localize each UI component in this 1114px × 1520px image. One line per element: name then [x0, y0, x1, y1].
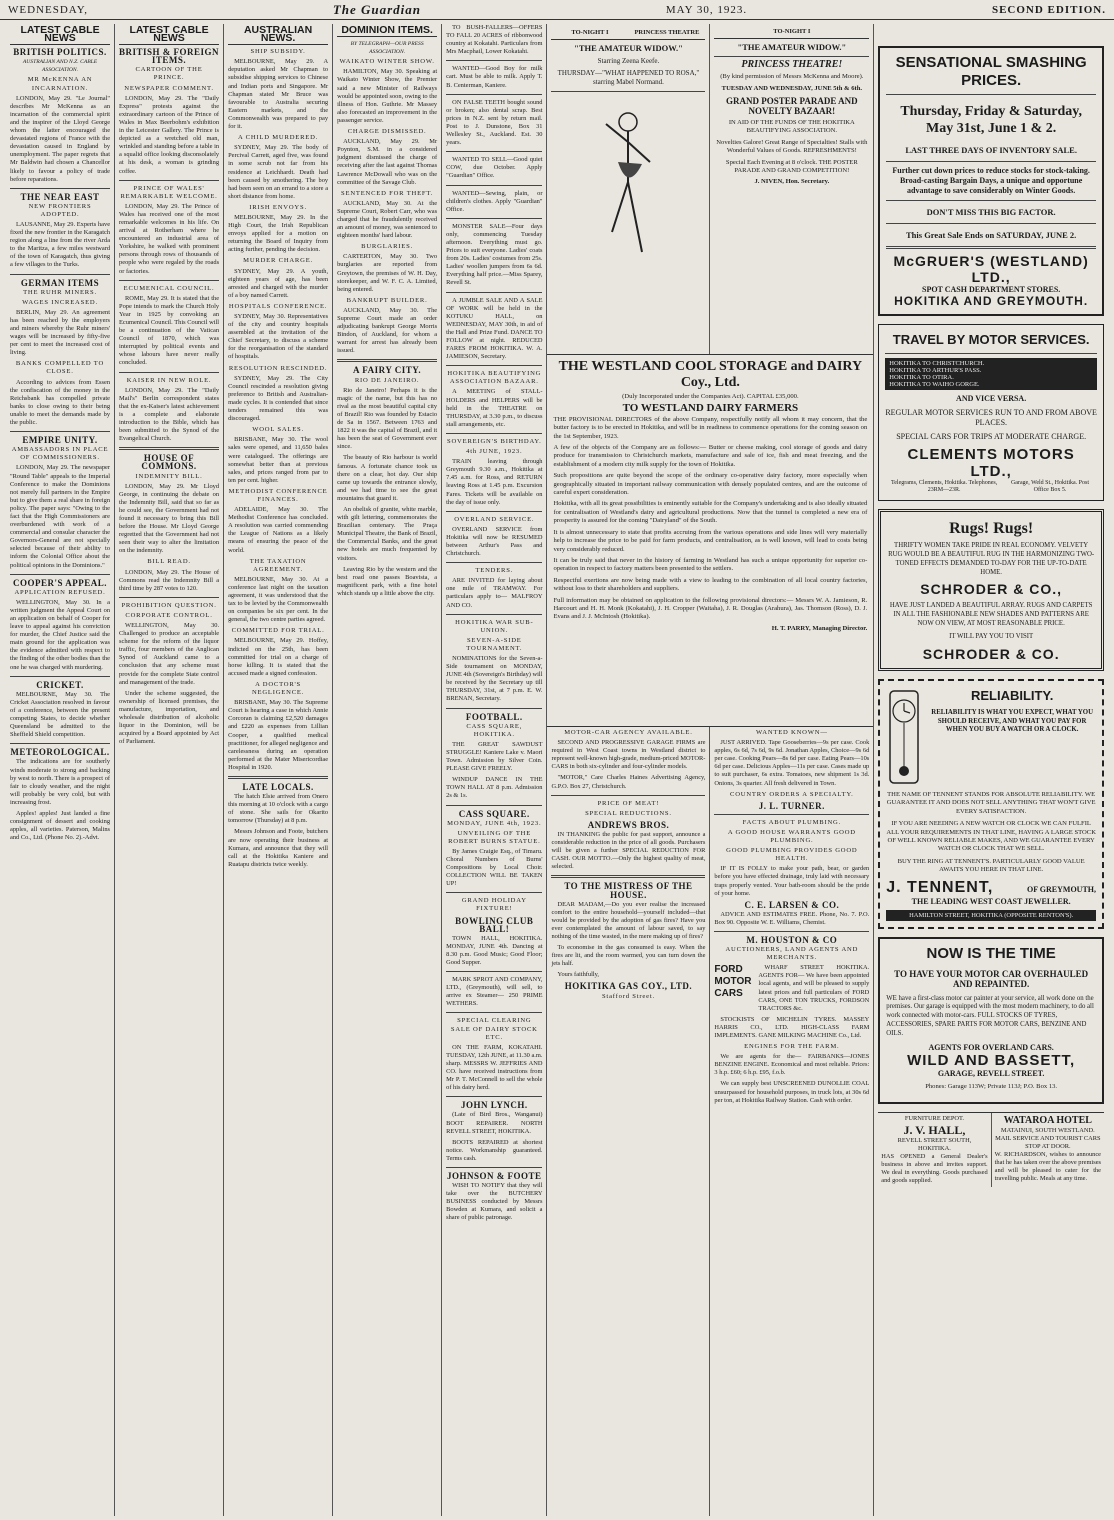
now-agents: AGENTS FOR OVERLAND CARS.	[928, 1042, 1054, 1052]
article: SYDNEY, May 29. The body of Percival Carrett, aged five, was found in some scrub not far from his residence at Leichhardt. Death had been caused by smothering. The boy had been seen on an errand to a store a short distance from home.	[228, 144, 329, 200]
furniture-ad	[878, 1113, 991, 1187]
article: LAUSANNE, May 29. Experts have fixed the new frontier in the Karagatch region along a line from the river Arda to the Maritza, a few miles westward of the town of Karagatch, thus giving a few villages to the Turks.	[10, 220, 111, 269]
dairy-paragraph: Hokitika, with all its great possibilities is eminently suitable for the Company's undertaking and is also ideally situated for centralisation of Westland's dairy and agricultural productions. Now that the tunnel is completed a new era of prosperity is assured for the coming "Dairyland" of the South.	[553, 500, 868, 525]
subhead: IRISH ENVOYS.	[249, 203, 307, 211]
masthead-date: MAY 30, 1923.	[665, 3, 748, 16]
section-title: HOUSE OF COMMONS.	[141, 453, 197, 472]
now-title: NOW IS THE TIME	[926, 944, 1056, 962]
article: LONDON, May 29. The newspaper "Round Table" appeals to the Imperial Conference to make the Dominions not merely full partners in the Empire but to give them a real share in foreign policy. The paper says: "Owing to the fact that the High Commissioners are overburdened with work of a commercial and consular character the Governors-General are not specially selected because of their ability to inform the Colonial Office about the political opinions in the Dominions."	[10, 464, 111, 569]
section-title: BRITISH & FOREIGN ITEMS.	[119, 47, 220, 66]
subhead: RIO DE JANEIRO.	[354, 376, 420, 384]
wild-phone: Phones: Garage 113W; Private 113J; P.O. Box 13.	[925, 1082, 1058, 1090]
bazaar-evening: Special Each Evening at 8 o'clock. THE POSTER PARADE AND GRAND COMPETITION!	[725, 158, 858, 175]
article: Under the scheme suggested, the ownership of licensed premises, the manufacture, importation, and wholesale distribution of alcoholic liquor in the Dominion, will be acquired by a Board appointed by Act of Parliament.	[119, 689, 220, 746]
route-item: HOKITIKA TO WAIHO GORGE.	[889, 381, 980, 388]
column-motor-gas	[547, 727, 710, 1516]
article: The beauty of Rio harbour is world famous. A fortunate chance took us there on a clear, hot day. Our ship came up towards the entrance slowly, and we had time to see the great mountains that guard it.	[337, 454, 438, 502]
clements-motors-ad	[878, 324, 1104, 501]
classified-ad: NOMINATIONS for the Seven-a-Side tournament on MONDAY, JUNE 4th (Sovereign's Birthday) will be received by the Secretary up till THURSDAY, 31st, at 7 p.m. E. W. BRENAN, Secretary.	[446, 655, 543, 703]
article: MELBOURNE, May 30. At a conference last night on the taxation agreement, it was understood that the tax to be levied by the Commonwealth on companies be six per cent. In the general, the two centre parties agreed.	[228, 575, 329, 624]
dairy-paragraph: It is almost unnecessary to state that profits accruing from the various operations and side lines will very materially help to increase the price to be paid for farm products, and centralisation, as is well known, will lead to costs being very considerably reduced.	[553, 528, 868, 553]
article: SYDNEY, May 29. A youth, eighteen years of age, has been arrested and charged with the murder of a boy named Carrett.	[228, 267, 329, 299]
tennent-sub: THE LEADING WEST COAST JEWELLER.	[911, 896, 1071, 906]
mcgruer-name: McGRUER'S (WESTLAND) LTD.,	[893, 253, 1089, 285]
bazaar-aid: IN AID OF THE FUNDS OF THE HOKITIKA BEAUTIFYING ASSOCIATION.	[728, 119, 855, 135]
newspaper-page	[6, 24, 1108, 1516]
ad-heading: MOTOR-CAR AGENCY AVAILABLE.	[564, 729, 693, 736]
classified-ad: IN THANKING the public for past support, announce a considerable reduction in the price of all goods. Purchasers will be given a further SPECIAL REDUCTION FOR CASH. OUR MOTTO.—Only the highest quality of meat, selected.	[551, 830, 706, 871]
subhead: SHIP SUBSIDY.	[250, 48, 306, 56]
subhead: KAISER IN NEW ROLE.	[126, 376, 212, 384]
clements-name: CLEMENTS MOTORS LTD.,	[907, 446, 1075, 480]
ad-heading: Stafford Street.	[601, 992, 655, 1000]
hotel-sub: MATAINUI, SOUTH WESTLAND.	[1000, 1126, 1095, 1134]
ad-heading: SEVEN-A-SIDE TOURNAMENT.	[466, 636, 523, 652]
classified-ad: WINDUP DANCE IN THE TOWN HALL AT 8 p.m. Admission 2s & 1s.	[446, 776, 543, 800]
ad-heading: COUNTRY ORDERS A SPECIALTY.	[730, 790, 854, 798]
ad-heading: CASS SQUARE, HOKITIKA.	[466, 722, 523, 738]
ad-heading: BOWLING CLUB BALL!	[455, 915, 534, 934]
column-merchants	[710, 727, 873, 1516]
column-display-ads	[874, 24, 1108, 1516]
article: LONDON, May 29. The House of Commons read the Indemnity Bill a third time by 287 votes to 120.	[119, 568, 220, 592]
mcgruer-towns: HOKITIKA AND GREYMOUTH.	[894, 294, 1089, 308]
article: AUCKLAND, May 30. At the Supreme Court, Robert Carr, who was charged that he fraudulently received an amount of money, was sentenced to eighteen months' hard labour.	[337, 199, 438, 240]
ad-heading: ENGINES FOR THE FARM.	[744, 1043, 840, 1051]
ad-heading: GRAND HOLIDAY FIXTURE!	[461, 897, 527, 913]
heading: DOMINION ITEMS.	[337, 26, 437, 37]
ad-heading: M. HOUSTON & CO	[746, 934, 838, 945]
heading: LATEST CABLE NEWS	[10, 26, 110, 45]
article: LONDON, May 29. The Prince of Wales has received one of the most remarkable welcomes in his life. On arrival at Rotherham where he encountered an industrial area of Yorkshire, he walked with prominent persons through rows of thousands of people who were regaled by the roads or factories.	[119, 202, 220, 275]
dairy-paragraph: Respectful exertions are now being made with a view to leading to the combination of all local country factories, without loss to their shareholders and suppliers.	[553, 576, 868, 593]
classified-ad: WANTED TO SELL—Good quiet COW, due October. Apply "Guardian" Office.	[446, 156, 543, 180]
article: LONDON, May 29. The "Daily Express" protests against the extraordinary cartoon of the Prince of Wales in Max Beerbohm's exhibition in the Leicester Gallery. The Prince is depicted as a wretched old man, wrinkled and standing before a table in a squalid office looking disconsolately at his desk, a woman is grinding coffee.	[119, 94, 220, 175]
classified-ad: By James Craigie Esq., of Timaru. Choral Numbers of Burns' Compositions by Local Choir. COLLECTION WILL BE TAKEN UP!	[446, 847, 543, 888]
wild-name: WILD AND BASSETT,	[907, 1051, 1076, 1069]
classified-ad: A MEETING of STALL-HOLDERS and HELPERS will be held in the THEATRE on THURSDAY, at 3.30 p.m., to discuss stall arrangements, etc.	[446, 388, 543, 428]
tennent-jeweller-ad	[878, 679, 1104, 929]
bazaar-kind: (By kind permission of Messrs McKenna and Moore).	[720, 73, 864, 81]
classified-ad: To economise in the gas consumed is easy. When the fires are lit, and the room warmed, you can turn down the jets half.	[551, 944, 706, 968]
hotel-name: WATAROA HOTEL	[1003, 1114, 1092, 1126]
section-title: LATE LOCALS.	[242, 781, 314, 792]
ad-heading: CASS SQUARE.	[458, 808, 530, 819]
article: AUCKLAND, May 30. The Supreme Court made an order adjudicating bankrupt George Morris Bindon, of Auckland, for whom a warrant for arrest has already been issued.	[337, 306, 438, 355]
subhead: BILL READ.	[147, 558, 191, 566]
film-next: THURSDAY—"WHAT HAPPENED TO ROSA," starring Mabel Normand.	[557, 69, 700, 86]
subhead: SENTENCED FOR THEFT.	[341, 189, 434, 197]
ad-heading: TENDERS.	[475, 567, 514, 575]
schroder-name: SCHRODER & CO.,	[920, 581, 1063, 597]
masthead-day: WEDNESDAY,	[8, 3, 88, 16]
section-title: METEOROLOGICAL.	[10, 747, 110, 758]
film-star: Starring Zeena Keefe.	[597, 57, 660, 65]
wild-bassett-ad	[878, 937, 1104, 1104]
section-title: GERMAN ITEMS	[20, 277, 100, 288]
ad-heading: SPECIAL CLEARING SALE OF DAIRY STOCK ETC.	[450, 1017, 538, 1041]
rel-body: RELIABILITY IS WHAT YOU EXPECT, WHAT YOU SHOULD RECEIVE, AND WHAT YOU PAY FOR WHEN YOU BUY A WATCH OR A CLOCK.	[931, 709, 1093, 734]
rel-body3: IF YOU ARE NEEDING A NEW WATCH OR CLOCK WE CAN FULFIL ALL YOUR REQUIREMENTS IN THAT LINE, HAVING A LARGE STOCK OF WELL KNOWN RELIABLE MAKES, AND WE GUARANTEE EVERY WATCH OR CLOCK THAT WE SELL.	[886, 820, 1096, 853]
ad-heading: HOKITIKA GAS COY., LTD.	[564, 981, 693, 992]
classified-ad: BOOTS REPAIRED at shortest notice. Workmanship guaranteed. Terms cash.	[446, 1138, 543, 1162]
ad-heading: UNVEILING OF THE ROBERT BURNS STATUE.	[448, 829, 541, 845]
bazaar-note: Novelties Galore! Great Range of Specialties! Stalls with Wonderful Values of Goods. REFRESHMENTS!	[716, 138, 868, 155]
subhead: COMMITTED FOR TRIAL.	[231, 627, 325, 635]
classified-ad: SECOND AND PROGRESSIVE GARAGE FIRMS are required in West Coast towns in Westland district to represent well-known high-grade, medium-priced MOTOR-CARS in both six-cylinder and four-cylinder models.	[551, 739, 706, 771]
column-dominion-items	[333, 24, 442, 1516]
classified-ad: Yours faithfully,	[557, 971, 600, 979]
bazaar-sign: J. NIVEN, Hon. Secretary.	[754, 178, 830, 186]
bazaar-theatre: PRINCESS THEATRE!	[741, 58, 843, 70]
classified-ad: THE GREAT SAWDUST STRUGGLE! Kaniere Lake v. Maori Town. Admission by Silver Coin. PLEASE GIVE FREELY.	[446, 740, 543, 773]
subhead: NEW FRONTIERS ADOPTED.	[28, 202, 92, 218]
route-item: HOKITIKA TO OTIRA.	[889, 374, 954, 381]
ad-heading: FACTS ABOUT PLUMBING.	[742, 818, 842, 826]
cinema-label: TO-NIGHT I	[571, 29, 609, 36]
ad-heading: JOHNSON & FOOTE	[447, 1170, 542, 1181]
article: LONDON, May 29. The "Daily Mail's" Berlin correspondent states that the ex-Kaiser's latest achievement is a complete and elaborate introduction to the Bible, which has been submitted to the Synod of the Evangelical Church.	[119, 386, 220, 443]
article: The hatch Elsie arrived from Onero this morning at 10 o'clock with a cargo of stone. She sails for Okarito tomorrow (Thursday) at 8 p.m.	[228, 793, 329, 825]
section-title: CRICKET.	[36, 679, 84, 690]
subhead: BANKRUPT BUILDER.	[346, 296, 428, 304]
article: MELBOURNE, May 30. The Cricket Association resolved in favour of a conference, between the present competing States, to decide whether Queensland be admitted to the Sheffield Shield competition.	[10, 690, 111, 739]
travel-title: TRAVEL BY MOTOR SERVICES.	[892, 332, 1090, 347]
heading: AUSTRALIAN NEWS.	[228, 26, 328, 45]
ad-heading: HOKITIKA WAR SUB-UNION.	[455, 618, 534, 634]
article: SYDNEY, May 29. The City Council rescinded a resolution giving preference to British and Australian-made cycles. It is contended that since tenders remained this was discouraged.	[228, 374, 329, 423]
theatre-ads	[547, 24, 873, 355]
dairy-paragraph: A few of the objects of the Company are as follows:— Butter or cheese making, cool storage of goods and dairy produce for transmission to Christchurch markets, manufacture and sale of ice, fish and meat freezing, and the establishment of a modern city milk supply for the town of Hokitika.	[553, 444, 868, 468]
column-australian-news	[224, 24, 333, 1516]
dairy-title: THE WESTLAND COOL STORAGE and DAIRY Coy., Ltd.	[558, 359, 863, 390]
center-ad-block	[547, 24, 874, 1516]
now-body: WE have a first-class motor car painter at your service, all work done on the premises. Our garage is equipped with the most modern machinery, to do all work connected with motor-cars. FULL STOCKS OF TYRES, ACCESSORIES, SPARE PARTS FOR MOTOR CARS, BENZINE AND OILS.	[886, 994, 1094, 1037]
article: Rio de Janeiro! Perhaps it is the magic of the name, but this has no rival as the most beautiful capital city of Brazil! Rio was founded by Estacio de Sa in 1567. Between 1763 and 1822 it was the capital of Brazil, and it has been the seat of Government ever since.	[337, 386, 438, 451]
credit: AUSTRALIAN AND N.Z. CABLE ASSOCIATION.	[22, 59, 98, 74]
sale-title: SENSATIONAL SMASHING PRICES.	[895, 54, 1087, 89]
article: ADELAIDE, May 30. The Methodist Conference has concluded. A resolution was carried commending the League of Nations as a likely means of ensuring the peace of the world.	[228, 506, 329, 554]
dancer-illustration	[598, 102, 658, 262]
ad-heading: HOKITIKA BEAUTIFYING ASSOCIATION BAZAAR.	[447, 370, 542, 386]
article: Leaving Rio by the western and the best road one passes Boavista, a magnificent park, with a fine hotel which stands up a little above the city.	[337, 565, 438, 597]
subhead: CORPORATE CONTROL.	[125, 611, 213, 619]
article: WELLINGTON, May 30. Challenged to produce an acceptable scheme for the reform of the liquor traffic, four members of the Anglican Synod of Auckland came to a conclusion that any scheme must provide for the complete State control and management of the trade.	[119, 622, 220, 686]
article: HAMILTON, May 30. Speaking at Waikato Winter Show, the Premier said a new Minister of Railways would be appointed soon, owing to the illness of Hon. Guthrie. Mr Massey also forecasted an improvement in the passenger service.	[337, 68, 438, 124]
ad-heading: PRICE OF MEAT!	[597, 799, 660, 807]
masthead	[0, 0, 1114, 20]
subhead: MR McKENNA AN INCARNATION.	[27, 76, 93, 92]
subhead: A DOCTOR'S NEGLIGENCE.	[251, 680, 305, 697]
ad-heading: TO THE MISTRESS OF THE HOUSE.	[564, 881, 693, 900]
dairy-paragraph: Full information may be obtained on application to the following provisional directors:— Messrs W. A. Jamieson, R. Harcourt and H. H. Monk (Kokatahi), J. H. Cropper (Waitaha), J. R. Douglas (Arahura), Jas. Thomson (Ross), D. J. Evans and J. J. McIntosh (Hokitika).	[553, 596, 868, 621]
clock-icon	[886, 689, 922, 785]
jvhall-address: REVELL STREET SOUTH, HOKITIKA.	[897, 1136, 972, 1152]
route-item: HOKITIKA TO CHRISTCHURCH.	[889, 360, 985, 367]
subhead: METHODIST CONFERENCE FINANCES.	[228, 487, 328, 503]
section-title: COOPER'S APPEAL.	[13, 577, 108, 588]
mcgruer-sub: SPOT CASH DEPARTMENT STORES.	[922, 285, 1061, 294]
heading: LATEST CABLE NEWS	[119, 26, 219, 45]
bottom-ads	[878, 1112, 1104, 1187]
subhead: INDEMNITY BILL.	[135, 472, 203, 480]
rugs-body2: HAVE JUST LANDED A BEAUTIFUL ARRAY. RUGS AND CARPETS IN ALL THE FASHIONABLE NEW SHADES AND PATTERNS ARE NOW ON VIEW, AT MOST REASONABLE PRICE.	[889, 602, 1093, 627]
section-title: THE NEAR EAST	[20, 191, 100, 202]
cinema-label: TO-NIGHT I	[773, 28, 811, 35]
classified-ad: WHARF STREET HOKITIKA. AGENTS FOR— We have been appointed local agents, and will be pleased to supply latest prices and full particulars of FORD CARS, ONE TON TRUCKS, FORDSON TRACTORS &c.	[758, 964, 870, 1012]
hotel-body: W. RICHARDSON, wishes to announce that he has taken over the above premises and will be pleased to cater for the travelling public. Meals at any time.	[994, 1150, 1102, 1182]
classified-ad: MONSTER SALE—Four days only, commencing Tuesday afternoon. Everything must go. Prices to suit everyone. Ladies' coats from 20s. Ladies' costumes from 25s. Ladies' woollen jumpers from 6s 6d. Everything half price.—Miss Sparey, Revell St.	[446, 222, 543, 287]
ad-heading: A GOOD HOUSE WARRANTS GOOD PLUMBING.	[727, 828, 856, 845]
article: MELBOURNE, May 29. Hoffey, indicted on the 25th, has been committed for trial on a charge of horse killing. It is stated that the accused made a signed confession.	[228, 637, 329, 677]
film-title: "THE AMATEUR WIDOW."	[574, 43, 683, 53]
lower-center-ads	[547, 727, 873, 1516]
classified-ad: ADVICE AND ESTIMATES FREE. Phone, No. 7. P.O. Box 90. Opposite W. E. Williams, Chemist.	[714, 910, 870, 926]
subhead: RESOLUTION RESCINDED.	[228, 364, 328, 372]
routes-vice: AND VICE VERSA.	[956, 394, 1027, 403]
film-title: "THE AMATEUR WIDOW."	[737, 42, 847, 53]
ad-heading: J. L. TURNER.	[758, 800, 825, 811]
jvhall-name: J. V. HALL,	[903, 1122, 966, 1137]
mcgruer-sale-ad	[878, 46, 1104, 316]
article: BRISBANE, May 30. The Supreme Court is hearing a case in which Annie Corcoran is claiming £2,520 damages and £220 as expenses from Lillian Cooper, a qualified medical practitioner, for alleged negligence and carelessness during an operation performed at the Mater Misericordiae Hospital in 1920.	[228, 699, 329, 771]
rugs-title: Rugs! Rugs!	[949, 520, 1034, 537]
ad-heading: ANDREWS BROS.	[587, 819, 670, 830]
classified-ad: (Late of Bird Bros., Wanganui) BOOT REPAIRER. NORTH REVELL STREET, HOKITIKA.	[446, 1111, 543, 1135]
rugs-body: THRIFTY WOMEN TAKE PRIDE IN REAL ECONOMY. VELVETY RUG WOULD BE A BEAUTIFUL RUG IN THE HARMONIZING TWO-TONED EFFECTS DEMANDED TO-DAY FOR THE UP-TO-DATE HOME.	[888, 542, 1095, 576]
dairy-company-ad	[547, 355, 873, 727]
subhead: A CHILD MURDERED.	[238, 134, 319, 142]
now-sub: TO HAVE YOUR MOTOR CAR OVERHAULED AND REPAINTED.	[894, 968, 1089, 989]
subhead: MURDER CHARGE.	[243, 257, 313, 265]
classified-ad: ON FALSE TEETH bought sound or broken; also dental scrap. Best prices in N.Z. sent by return mail. Post to J. Dunstone, Box 31 Wellesley St., Auckland. Est. 30 years.	[446, 98, 543, 147]
classified-ad: STOCKISTS OF MICHELIN TYRES. MASSEY HARRIS CO., LTD. HIGH-CLASS FARM IMPLEMENTS. GANE MILKING MACHINE Co., Ltd.	[714, 1015, 870, 1039]
route-item: HOKITIKA TO ARTHUR'S PASS.	[889, 367, 982, 374]
article: The indications are for southerly winds moderate to strong and backing by west to north. There is a prospect of fair to cloudy weather, and the night will probably be very cold, but with increasing frost.	[10, 758, 111, 806]
subhead: HOSPITALS CONFERENCE.	[228, 302, 328, 310]
subhead: PROHIBITION QUESTION.	[121, 601, 217, 609]
ad-heading: MONDAY, JUNE 4th, 1923.	[447, 819, 542, 827]
subhead: WOOL SALES.	[252, 426, 304, 434]
dairy-sign: H. T. PARRY, Managing Director.	[771, 624, 868, 632]
ad-heading: FOOTBALL.	[465, 711, 523, 722]
tennent-bar: HAMILTON STREET, HOKITIKA (OPPOSITE RENTON'S).	[886, 910, 1096, 921]
section-title: EMPIRE UNITY.	[22, 435, 98, 446]
classified-ad: ON THE FARM, KOKATAHI. TUESDAY, 12th JUNE, at 11.30 a.m. sharp. MESSRS W. JEFFRIES AND CO. have received instructions from Mr P. T. McConnell to sell the whole of his dairy herd.	[446, 1043, 543, 1092]
classified-ad: "MOTOR," Care Charles Haines Advertising Agency, G.P.O. Box 27, Christchurch.	[551, 774, 706, 790]
classified-ad: WANTED—Sewing, plain, or children's clothes. Apply "Guardian" Office.	[446, 189, 543, 213]
article: Messrs Johnson and Foote, butchers are now operating their business at Kumara, and announce that they will call at the Hokitika Kaniere and Ruatapu districts twice weekly.	[228, 828, 329, 868]
bazaar-ad	[710, 24, 873, 354]
section-title: BRITISH POLITICS.	[13, 47, 107, 58]
classified-ad: JUST ARRIVED. Tape Gooseberries—9s per case. Cook apples, 6s 6d, 7s 6d, 9s 6d. Jonathan Apples, Choice—9s 6d per case. Cooking Pears—8s 6d per case. Eating Pears—10s 6d per case. Delicious Apples—11s per case. Cases made up to suit purchaser, 6s extra. Tomatoes, new shipment 1s 3d. Onions, 3s quarter. All fresh delivered in Town.	[714, 739, 870, 787]
jvhall-body: HAS OPENED a General Dealer's business in above and invites support. We deal in everything. Goods purchased and goods supplied.	[881, 1152, 988, 1184]
hotel-ad	[992, 1113, 1104, 1187]
masthead-paper: The Guardian	[332, 1, 422, 17]
routes-regular: REGULAR MOTOR SERVICES RUN TO AND FROM ABOVE PLACES.	[885, 408, 1097, 427]
article: BERLIN, May 29. An agreement has been reached by the employers and miners whereby the Ruhr miners' wages will be increased by fifty-five per cent to meet the increased cost of living.	[10, 308, 111, 357]
subhead: APPLICATION REFUSED.	[14, 588, 106, 596]
ad-heading: SPECIAL REDUCTIONS.	[585, 809, 672, 817]
subhead: THE RUHR MINERS.	[23, 288, 97, 296]
subhead: CARTOON OF THE PRINCE.	[135, 66, 203, 82]
sale-miss: DON'T MISS THIS BIG FACTOR.	[926, 207, 1056, 217]
ad-heading: AUCTIONEERS, LAND AGENTS AND MERCHANTS.	[725, 946, 859, 962]
dairy-paragraph: It can be truly said that never in the history of farming in Westland has such a unique opportunity for superior co-operation in respect to factory matters been presented to the settlers.	[553, 556, 868, 573]
ad-heading: C. E. LARSEN & CO.	[744, 899, 840, 910]
subhead: BURGLARIES.	[361, 243, 414, 251]
ad-heading: SOVEREIGN'S BIRTHDAY.	[447, 437, 542, 445]
classified-ad: DEAR MADAM,—Do you ever realise the increased comfort to the entire household—yourself included—that would be provided by the adoption of gas fires? Have you ever contemplated the amount of labour saved, to say nothing of the time wasted, in the mere making up of fires?	[551, 900, 706, 940]
classified-ad: TO BUSH-FALLERS—OFFERS TO FALL 20 ACRES of ribbonwood country at Kokatahi. Particulars from Mrs Macphail, Lower Kokatahi.	[446, 24, 543, 56]
ad-heading: OVERLAND SERVICE.	[454, 515, 535, 523]
classified-ad: WANTED—Good Boy for milk cart. Must be able to milk. Apply T. B. Centerman, Kaniere.	[446, 65, 543, 89]
rel-body4: BUY THE RING AT TENNENT'S. PARTICULARLY GOOD VALUE AWAITS YOU HERE IN THAT LINE.	[897, 857, 1085, 874]
route-list	[885, 358, 1097, 390]
schroder-name-2: SCHRODER & CO.	[922, 646, 1060, 662]
cinema-label: PRINCESS THEATRE	[634, 29, 700, 36]
dairy-inc: (Duly Incorporated under the Companies Act). CAPITAL £35,000.	[622, 393, 799, 400]
subhead: THE TAXATION AGREEMENT.	[249, 557, 307, 573]
article: ROME, May 29. It is stated that the Pope intends to mark the Church Holy Year in 1925 by convoking an Ecumenical Council. This Council will be a continuation of the Vatican Council of 1870, which was interrupted by political events and whose labours have never really concluded.	[119, 294, 220, 367]
classified-ad: ARE INVITED for laying about one mile of TRAMWAY. For particulars apply to— MALFROY AND CO.	[446, 577, 543, 609]
ad-heading: GOOD PLUMBING PROVIDES GOOD HEALTH.	[726, 847, 858, 863]
dairy-paragraph: THE PROVISIONAL DIRECTORS of the above Company, respectfully notify all whom it may concern, that the butter factory is to be erected in Hokitika, and will be in readiness to commence operations for the coming season on the 1st September, 1923.	[553, 415, 868, 440]
classified-ad: We can supply best UNSCREENED DUNOLLIE COAL unsurpassed for household purposes, in truck lots, at 30s 6d per ton, at Hokitika Railway Station. Cash with order.	[714, 1080, 870, 1104]
clements-tel: Telegrams, Clements, Hokitika. Telephones, 23RM—23R.	[891, 480, 998, 493]
article: According to advices from Essen the confiscation of the money in the Reichsbank has compelled private banks to close owing to their being unable to meet the demands made by the public.	[10, 378, 111, 427]
article: Apples! apples! Just landed a fine consignment of dessert and cooking apples, all varieties. Paterson, Malins and Co., Ltd. (Phone No. 2).-Advt.	[10, 809, 111, 842]
tennent-town: OF GREYMOUTH,	[1026, 884, 1097, 894]
classified-ad: WISH TO NOTIFY that they will take over the BUTCHERY BUSINESS conducted by Messrs Bowden at Kumara, and solicit a share of public patronage.	[446, 1182, 543, 1222]
ad-heading: 4th JUNE, 1923.	[466, 448, 523, 456]
subhead: WAGES INCREASED.	[22, 298, 98, 306]
credit: BY TELEGRAPH—OUR PRESS ASSOCIATION.	[350, 41, 424, 56]
routes-special: SPECIAL CARS FOR TRIPS AT MODERATE CHARGE.	[896, 432, 1087, 441]
article: WELLINGTON, May 30. In a written judgment the Appeal Court on an application on behalf of Cooper for leave to appeal against his conviction for murder, the Chief Justice said the main ground for the application was the evidence admitted with respect to the finding of the other bodies than the one he was charged with murdering.	[10, 598, 111, 671]
sale-ends: This Great Sale Ends on SATURDAY, JUNE 2.	[906, 230, 1077, 240]
ford-label: FORD MOTOR CARS	[714, 964, 752, 1000]
article: SYDNEY, May 30. Representatives of the city and country hospitals assembled at the invitation of the Chief Secretary, to discuss a scheme for the reorganisation of the standard of hospitals.	[228, 313, 329, 361]
subhead: ECUMENICAL COUNCIL.	[123, 284, 215, 292]
sale-body: Further cut down prices to reduce stocks for stock-taking. Broad-casting Bargain Days, a unique and opportune advantage to save considerably on Winter Goods.	[892, 166, 1090, 195]
cinema-ad	[547, 24, 710, 354]
subhead: AMBASSADORS IN PLACE OF COMMISSIONERS.	[11, 446, 109, 462]
ad-heading: WANTED KNOWN—	[755, 729, 828, 736]
furniture-label: FURNITURE DEPOT.	[904, 1114, 965, 1122]
rel-body2: THE NAME OF TENNENT STANDS FOR ABSOLUTE RELIABILITY. WE GUARANTEE IT AND DOES NOT SELL ANYTHING THAT WON'T GIVE EVERY SATISFACTION.	[886, 791, 1096, 815]
rel-title: RELIABILITY.	[970, 688, 1054, 703]
subhead: WAIKATO WINTER SHOW.	[339, 58, 435, 66]
sale-dates: Thursday, Friday & Saturday, May 31st, June 1 & 2.	[900, 104, 1082, 136]
article: AUCKLAND, May 29. Mr Poynton, S.M. in a considered judgment dismissed the charge of receiving after the last against Thomas Lawrence McDowall who was on the committee of the Savage Club.	[337, 138, 438, 186]
rugs-pay: IT WILL PAY YOU TO VISIT	[949, 633, 1034, 640]
dairy-head: TO WESTLAND DAIRY FARMERS	[622, 402, 799, 415]
column-british-foreign	[115, 24, 224, 1516]
ad-heading: JOHN LYNCH.	[460, 1100, 528, 1111]
classified-ad: We are agents for the— FAIRBANKS—JONES BENZINE ENGINE. Economical and most reliable. Prices: 3 h.p. £60; 6 h.p. £95, f.o.b.	[714, 1053, 870, 1077]
subhead: NEWSPAPER COMMENT.	[124, 84, 214, 92]
schroder-rugs-ad	[878, 509, 1104, 671]
section-title: A FAIRY CITY.	[353, 365, 422, 376]
article: LONDON, May 29. Mr Lloyd George, in continuing the debate on the Indemnity Bill, said that so far as he could see, the Government had not found it necessary to bring this Bill before the House. Mr Lloyd George regretted that the Government had not seen their way to alter the limitation on the indemnity.	[119, 482, 220, 555]
subhead: BANKS COMPELLED TO CLOSE.	[15, 360, 105, 376]
dairy-paragraph: Such propositions are quite beyond the scope of the ordinary co-operative dairy factory, more especially when geographically situated in important railway communication with densely populated centres, and are the outcome of careful expert consideration.	[553, 472, 868, 497]
article: LONDON, May 29. "Le Journal" describes Mr McKenna as an incarnation of the commercial spirit and the inspirer of the Lloyd George whom the latter encouraged the devastated regions of France with the devastation caused in England by unemployment. The paper regrets that Mr Baldwin had chosen a Chancellor likely to favour a policy of trade before reparations.	[10, 94, 111, 183]
article: An obelisk of granite, white marble, with gilt lettering, commemorates the Brazilian centenary. The Praça Municipal Theatre, the Bank of Brazil, the Commercial Banks, and the great new hotels are much frequented by visitors.	[337, 505, 438, 562]
classified-ad: A JUMBLE SALE AND A SALE OF WORK will be held in the KOTUKU HALL, on WEDNESDAY, MAY 30th, in aid of the Hall and Prize Fund. DANCE TO FOLLOW at night. REDUCED FARES FROM HOKITIKA. W. A. JAMIESON, Secretary.	[446, 296, 543, 361]
article: BRISBANE, May 30. The wool sales were opened, and 11,650 bales were catalogued. The offerings are somewhat better than at previous sales, and prices ranged from par to ten per cent. higher.	[228, 436, 329, 484]
classified-ad: OVERLAND SERVICE from Hokitika will now be RESUMED between Arthur's Pass and Christchurch.	[446, 525, 543, 558]
article: MELBOURNE, May 29. In the High Court, the Irish Republican envoys applied for a motion on returning the Board of Inquiry from acting further, pending the decision.	[228, 213, 329, 254]
classified-ad: MARK SPROT AND COMPANY, LTD., (Greymouth), will sell, to arrive ex Steamer— 250 PRIME WETHERS.	[446, 976, 543, 1008]
article: MELBOURNE, May 29. A deputation asked Mr Chapman to subsidise shipping services to Chinese and Indian ports and Singapore. Mr Chapman stated Mr Bruce was favourable to Australia securing Eastern markets, and the Commonwealth was prepared to pay for it.	[228, 58, 329, 131]
column-british-politics	[6, 24, 115, 1516]
masthead-edition: SECOND EDITION.	[991, 3, 1106, 16]
tennent-name: J. TENNENT,	[886, 878, 994, 896]
sale-last: LAST THREE DAYS OF INVENTORY SALE.	[905, 145, 1077, 155]
classified-ad: TOWN HALL, HOKITIKA. MONDAY, JUNE 4th. Dancing at 8.30 p.m. Good Music; Good Floor; Good Supper.	[446, 934, 543, 966]
subhead: PRINCE OF WALES' REMARKABLE WELCOME.	[120, 184, 218, 200]
classified-ad: TRAIN leaving through Greymouth 9.30 a.m., Hokitika at 7.45 a.m. for Ross, and RETURN leaving Ross at 1.45 p.m. Excursion Fares. Tickets will be available on the day of issue only.	[446, 458, 543, 506]
classified-ad: IF IT IS FOLLY to make your path, bear, or garden before you have effected drainage, truly laid with necessary traps properly vented. Your bath-room should be the pride of your home.	[714, 865, 870, 897]
subhead: CHARGE DISMISSED.	[347, 128, 427, 136]
clements-garage: Garage, Weld St., Hokitika. Post Office Box 5.	[1010, 480, 1090, 493]
column-classifieds	[442, 24, 547, 1516]
hotel-mail: MAIL SERVICE AND TOURIST CARS STOP AT DOOR.	[995, 1134, 1101, 1150]
bazaar-title: GRAND POSTER PARADE AND NOVELTY BAZAAR!	[726, 96, 858, 117]
article: CARTERTON, May 30. Two burglaries are reported from Greytown, the premises of W. H. Day, storekeeper, and W. F. C. A. Limited, being entered.	[337, 253, 438, 293]
bazaar-dates: TUESDAY AND WEDNESDAY, JUNE 5th & 6th.	[721, 84, 863, 92]
wild-sub: GARAGE, REVELL STREET.	[937, 1068, 1045, 1078]
